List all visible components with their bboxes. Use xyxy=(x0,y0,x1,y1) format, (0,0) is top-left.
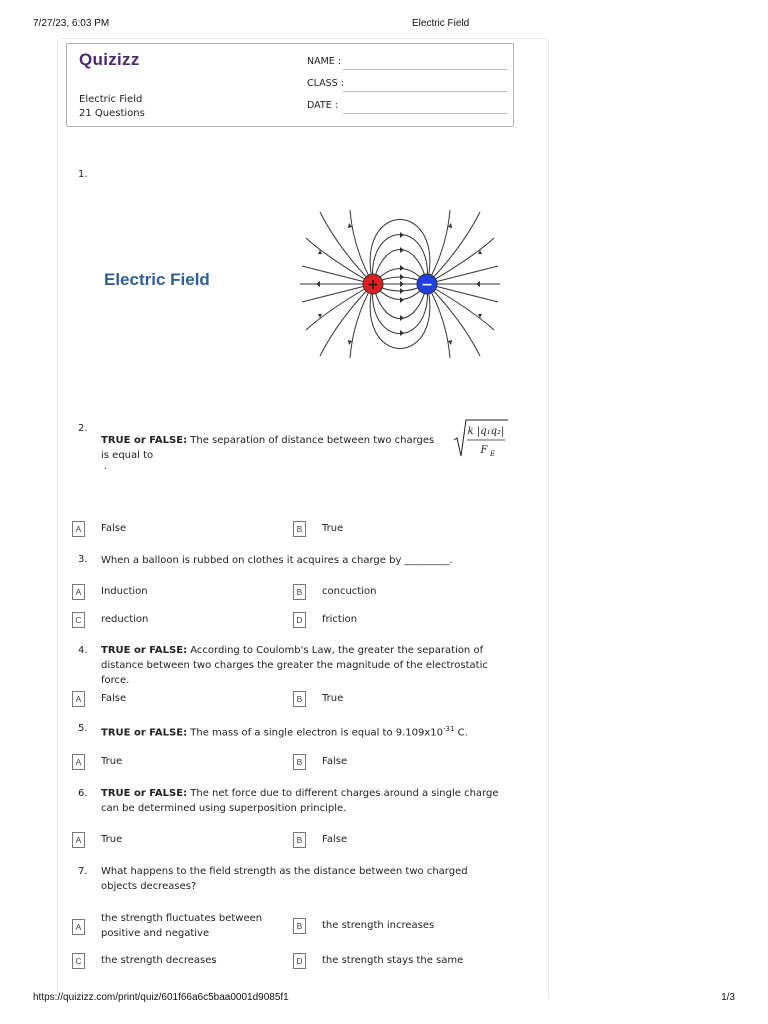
q2-option-a-letter[interactable]: A xyxy=(72,521,85,537)
question-6-body: The net force due to different charges around a single charge can be determined using superposition principle. xyxy=(101,788,499,814)
electric-field-diagram xyxy=(298,208,502,360)
quizizz-logo: Quizizz xyxy=(79,50,140,69)
question-2-bold: TRUE or FALSE: xyxy=(101,435,188,446)
name-label: NAME : xyxy=(307,56,342,67)
q5-option-b-letter[interactable]: B xyxy=(293,754,306,770)
q7-option-b-letter[interactable]: B xyxy=(293,918,306,934)
date-line xyxy=(343,113,507,114)
name-line xyxy=(343,69,507,70)
question-5-number: 5. xyxy=(78,723,88,734)
question-5-exponent: -31 xyxy=(443,725,455,733)
question-4-number: 4. xyxy=(78,645,88,656)
quiz-info-box xyxy=(66,43,514,127)
q2-option-b-text[interactable]: True xyxy=(322,523,344,534)
q4-option-b-text[interactable]: True xyxy=(322,693,344,704)
q7-option-a-text[interactable]: the strength fluctuates between positive and negative xyxy=(101,913,263,939)
q4-option-a-letter[interactable]: A xyxy=(72,691,85,707)
q3-option-a-letter[interactable]: A xyxy=(72,584,85,600)
worksheet-page xyxy=(57,38,549,999)
name-field[interactable] xyxy=(307,56,507,70)
q7-option-b-text[interactable]: the strength increases xyxy=(322,920,435,931)
date-label: DATE : xyxy=(307,100,338,111)
q6-option-a-letter[interactable]: A xyxy=(72,832,85,848)
q6-option-b-text[interactable]: False xyxy=(322,834,348,845)
date-field[interactable] xyxy=(307,100,507,114)
quiz-name: Electric Field xyxy=(79,94,143,105)
class-field[interactable] xyxy=(307,78,507,92)
formula-denominator: F xyxy=(480,445,488,456)
q7-option-d-text[interactable]: the strength stays the same xyxy=(322,955,464,966)
question-5-bold: TRUE or FALSE: xyxy=(101,727,188,739)
q3-option-d-letter[interactable]: D xyxy=(293,612,306,628)
class-line xyxy=(343,91,507,92)
question-count: 21 Questions xyxy=(79,108,145,119)
print-page-number: 1/3 xyxy=(721,992,735,1003)
q5-option-b-text[interactable]: False xyxy=(322,756,348,767)
question-3-text: When a balloon is rubbed on clothes it acquires a charge by _________. xyxy=(101,555,453,566)
formula-subscript: E xyxy=(490,450,496,458)
question-5-text xyxy=(101,722,501,740)
question-2-body: The separation of distance between two charges is equal to xyxy=(101,435,435,461)
class-label: CLASS : xyxy=(307,78,344,89)
question-5-body: The mass of a single electron is equal to 9.109x10 xyxy=(187,727,444,739)
print-page-title: Electric Field xyxy=(412,18,470,29)
question-6-bold: TRUE or FALSE: xyxy=(101,788,188,799)
print-header xyxy=(0,18,768,34)
print-url: https://quizizz.com/print/quiz/601f66a6c5baa0001d9085f1 xyxy=(33,992,289,1003)
print-footer xyxy=(0,992,768,1008)
question-5-body-end: C. xyxy=(454,727,468,739)
q7-option-c-letter[interactable]: C xyxy=(72,953,85,969)
print-datetime: 7/27/23, 6:03 PM xyxy=(33,18,110,29)
question-2-trail: . xyxy=(104,461,108,472)
question-3-number: 3. xyxy=(78,554,88,565)
q7-option-c-text[interactable]: the strength decreases xyxy=(101,955,217,966)
q7-option-d-letter[interactable]: D xyxy=(293,953,306,969)
q3-option-c-letter[interactable]: C xyxy=(72,612,85,628)
q3-option-d-text[interactable]: friction xyxy=(322,614,358,625)
q3-option-c-text[interactable]: reduction xyxy=(101,614,149,625)
q2-option-b-letter[interactable]: B xyxy=(293,521,306,537)
distance-formula xyxy=(453,418,509,460)
formula-numerator: k |q₁q₂| xyxy=(467,426,505,437)
q5-option-a-letter[interactable]: A xyxy=(72,754,85,770)
electric-field-image-title: Electric Field xyxy=(104,270,210,289)
question-4-body: According to Coulomb's Law, the greater the separation of distance between two charges the greater the magnitude of the electrostatic force. xyxy=(101,645,488,686)
question-4-text xyxy=(101,643,501,688)
q3-option-b-text[interactable]: concuction xyxy=(322,586,377,597)
q6-option-b-letter[interactable]: B xyxy=(293,832,306,848)
plus-sign: + xyxy=(367,277,379,293)
q3-option-a-text[interactable]: Induction xyxy=(101,586,148,597)
question-4-bold: TRUE or FALSE: xyxy=(101,645,188,656)
q4-option-a-text[interactable]: False xyxy=(101,693,127,704)
question-7-number: 7. xyxy=(78,866,88,877)
q6-option-a-text[interactable]: True xyxy=(101,834,123,845)
q3-option-b-letter[interactable]: B xyxy=(293,584,306,600)
question-6-text xyxy=(101,786,501,816)
q4-option-b-letter[interactable]: B xyxy=(293,691,306,707)
question-1-number: 1. xyxy=(78,169,88,180)
question-2-number: 2. xyxy=(78,423,88,434)
q5-option-a-text[interactable]: True xyxy=(101,756,123,767)
question-7-text: What happens to the field strength as the distance between two charged objects decreases? xyxy=(101,866,468,892)
q7-option-a-letter[interactable]: A xyxy=(72,919,85,935)
q2-option-a-text[interactable]: False xyxy=(101,523,127,534)
question-6-number: 6. xyxy=(78,788,88,799)
minus-sign: − xyxy=(421,277,433,293)
